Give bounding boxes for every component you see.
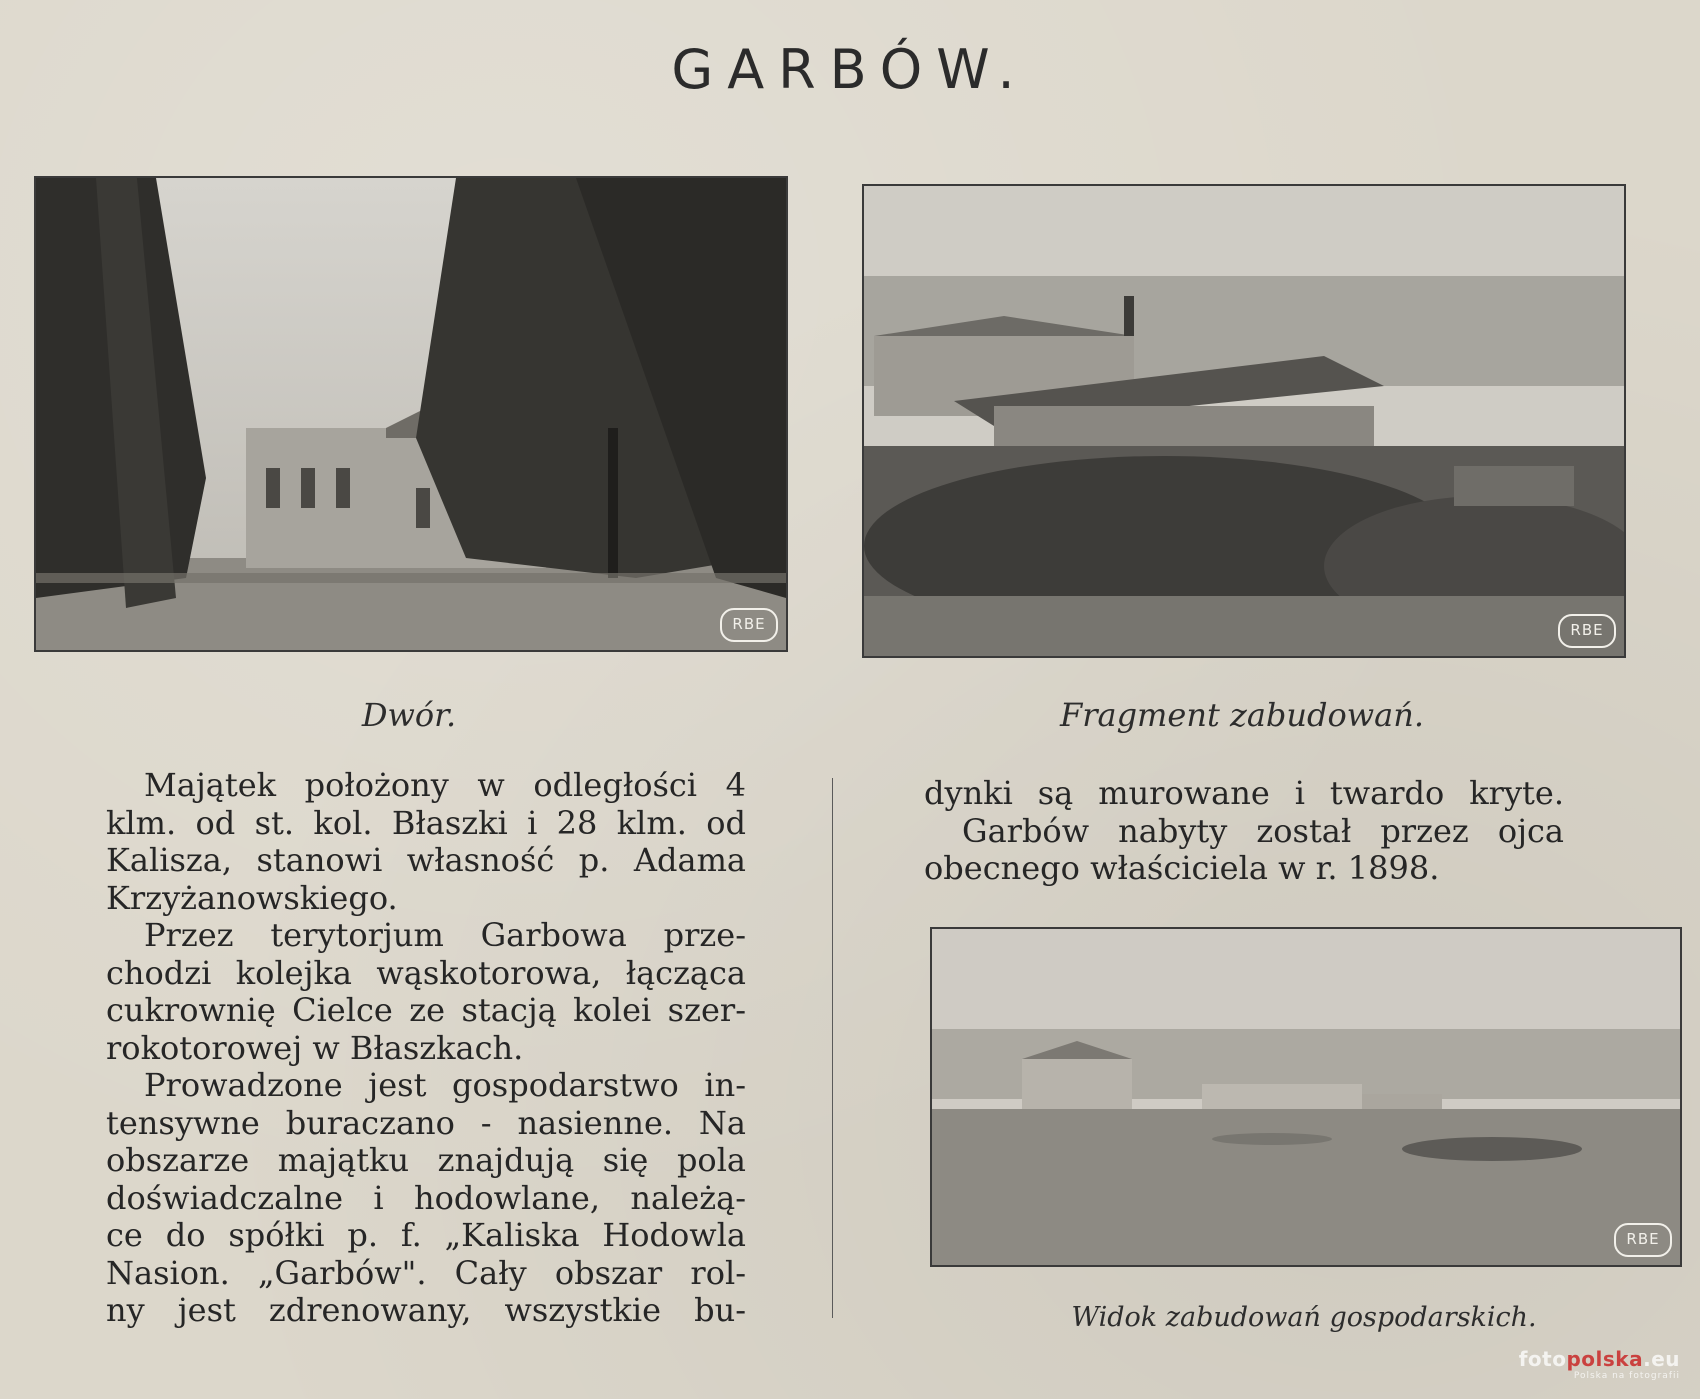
caption-manor: Dwór. — [361, 696, 457, 734]
text-line: chodzi kolejka wąskotorowa, łącząca — [106, 953, 746, 992]
text-line: doświadczalne i hodowlane, należą- — [106, 1178, 746, 1217]
buildings-photo-illustration — [864, 186, 1624, 656]
manor-photo-illustration — [36, 178, 786, 650]
photo-monogram: RBE — [1614, 1223, 1672, 1257]
text-line: Majątek położony w odległości 4 — [144, 766, 746, 804]
watermark-brand-b: polska — [1566, 1347, 1644, 1371]
text-line: Kalisza, stanowi własność p. Adama — [106, 841, 746, 879]
article-right-column — [924, 775, 1564, 888]
photo-farm-buildings — [930, 927, 1682, 1267]
text-line: tensywne buraczano - nasienne. Na — [106, 1103, 746, 1142]
column-divider — [832, 778, 833, 1318]
text-line: Przez terytorjum Garbowa prze- — [144, 916, 746, 954]
caption-buildings-fragment: Fragment zabudowań. — [1059, 696, 1424, 734]
text-line: obszarze majątku znajdują się pola — [106, 1141, 746, 1179]
watermark-tagline: Polska na fotografii — [1573, 1371, 1680, 1381]
text-line: Nasion. „Garbów". Cały obszar rol- — [106, 1253, 746, 1292]
watermark — [1519, 1347, 1680, 1381]
farm-photo-illustration — [932, 929, 1680, 1265]
watermark-brand-a: foto — [1518, 1347, 1567, 1371]
text-line: dynki są murowane i twardo kryte. — [924, 774, 1564, 812]
page-title: GARBÓW. — [671, 38, 1029, 101]
text-line: ny jest zdrenowany, wszystkie bu- — [106, 1291, 746, 1329]
text-line: ce do spółki p. f. „Kaliska Hodowla — [106, 1216, 746, 1254]
caption-farm-buildings: Widok zabudowań gospodarskich. — [1071, 1302, 1537, 1333]
text-line: klm. od st. kol. Błaszki i 28 klm. od — [106, 803, 746, 842]
photo-monogram: RBE — [1558, 614, 1616, 648]
photo-manor — [34, 176, 788, 652]
watermark-brand — [1519, 1347, 1680, 1371]
text-line: Prowadzone jest gospodarstwo in- — [144, 1066, 746, 1104]
text-line: Garbów nabyty został przez ojca — [962, 811, 1564, 850]
watermark-brand-c: .eu — [1643, 1347, 1680, 1371]
text-line: Krzyżanowskiego. — [106, 878, 398, 917]
article-left-column — [106, 767, 746, 1330]
text-line: cukrownię Cielce ze stacją kolei szer- — [106, 991, 746, 1029]
photo-monogram: RBE — [720, 608, 778, 642]
photo-buildings-fragment — [862, 184, 1626, 658]
text-line: obecnego właściciela w r. 1898. — [924, 849, 1440, 887]
text-line: rokotorowej w Błaszkach. — [106, 1028, 524, 1067]
